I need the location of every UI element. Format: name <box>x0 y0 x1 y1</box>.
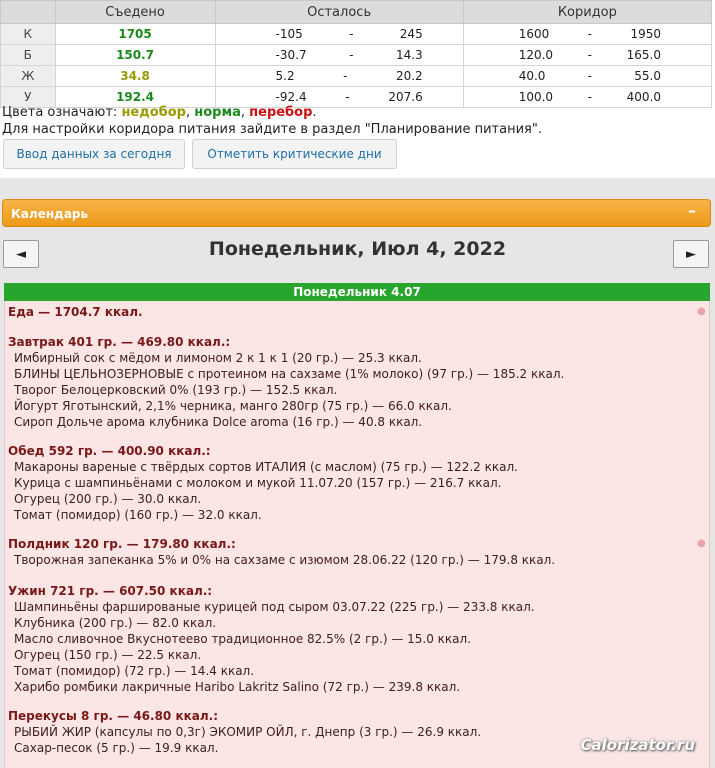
meal-title-dinner: Ужин 721 гр. — 607.50 ккал.: <box>8 584 213 598</box>
planning-note: Для настройки коридора питания зайдите в раздел "Планирование питания". <box>2 122 542 137</box>
list-item: Творог Белоцерковский 0% (193 гр.) — 152.5 ккал. <box>14 383 338 397</box>
range-from: 120.0 <box>518 48 554 62</box>
corridor-range <box>463 45 711 66</box>
meal-title-breakfast: Завтрак 401 гр. — 469.80 ккал.: <box>8 335 231 349</box>
calendar-bar[interactable] <box>2 199 711 227</box>
range-to: 1950 <box>630 27 661 41</box>
left-from: -30.7 <box>275 48 307 62</box>
list-item: Курица с шампиньёнами с молоком и мукой 11.07.20 (157 гр.) — 216.7 ккал. <box>14 476 502 490</box>
collapse-icon[interactable]: – <box>688 201 696 220</box>
table-header-row <box>1 1 712 24</box>
corridor-range <box>463 24 711 45</box>
legend-norm: норма <box>194 105 241 120</box>
next-day-button[interactable]: ► <box>673 240 709 268</box>
header-range: Коридор <box>463 1 711 24</box>
range-to: 55.0 <box>634 69 661 83</box>
header-eaten: Съедено <box>55 1 215 24</box>
watermark: Calorizator.ru <box>580 736 695 754</box>
range-from: 100.0 <box>518 90 554 104</box>
list-item: Творожная запеканка 5% и 0% на сахзаме с изюмом 28.06.22 (120 гр.) — 179.8 ккал. <box>14 553 556 567</box>
list-item: Томат (помидор) (160 гр.) — 32.0 ккал. <box>14 508 262 522</box>
list-item: РЫБИЙ ЖИР (капсулы по 0,3г) ЭКОМИР ОЙЛ, г. Днепр (3 гр.) — 26.9 ккал. <box>14 725 482 739</box>
eaten-value: 34.8 <box>55 66 215 87</box>
left-to: 14.3 <box>395 48 423 62</box>
day-header: Понедельник 4.07 <box>4 283 710 301</box>
apple-icon: ● <box>697 538 706 549</box>
list-item: Масло сливочное Вкуснотеево традиционное 82.5% (2 гр.) — 15.0 ккал. <box>14 632 472 646</box>
list-item: Огурец (200 гр.) — 30.0 ккал. <box>14 492 202 506</box>
nutrition-summary-panel <box>0 0 715 178</box>
list-item: БЛИНЫ ЦЕЛЬНОЗЕРНОВЫЕ с протеином на сахзаме (1% молоко) (97 гр.) — 185.2 ккал. <box>14 367 565 381</box>
table-row <box>1 45 712 66</box>
range-to: 165.0 <box>626 48 661 62</box>
date-title: Понедельник, Июл 4, 2022 <box>208 238 507 260</box>
row-label: Ж <box>1 66 56 87</box>
range-dash: - <box>587 69 593 83</box>
day-diary <box>4 301 710 768</box>
row-label: У <box>1 87 56 108</box>
legend-under: недобор <box>121 105 186 120</box>
range-from: 40.0 <box>518 69 546 83</box>
range-dash: - <box>587 90 593 104</box>
table-row <box>1 24 712 45</box>
legend-sep: , <box>240 105 250 120</box>
legend-prefix: Цвета означают: <box>2 105 122 120</box>
range-from: 1600 <box>518 27 550 41</box>
left-to: 20.2 <box>395 69 423 83</box>
legend-end: . <box>312 105 317 120</box>
range-dash: - <box>343 69 348 83</box>
critical-days-button[interactable]: Отметить критические дни <box>192 139 397 169</box>
apple-icon: ● <box>697 306 706 317</box>
prev-day-button[interactable]: ◄ <box>3 240 39 268</box>
row-label: К <box>1 24 56 45</box>
range-dash: - <box>349 48 354 62</box>
list-item: Томат (помидор) (72 гр.) — 14.4 ккал. <box>14 664 255 678</box>
legend-over: перебор <box>249 105 313 120</box>
header-blank <box>1 1 56 24</box>
day-total: Еда — 1704.7 ккал. <box>8 305 143 319</box>
list-item: Имбирный сок с мёдом и лимоном 2 к 1 к 1 (20 гр.) — 25.3 ккал. <box>14 351 422 365</box>
range-dash: - <box>587 48 593 62</box>
range-dash: - <box>349 27 354 41</box>
left-range <box>215 66 463 87</box>
left-to: 245 <box>399 27 423 41</box>
eaten-value: 1705 <box>55 24 215 45</box>
row-label: Б <box>1 45 56 66</box>
input-today-button[interactable]: Ввод данных за сегодня <box>3 139 185 169</box>
list-item: Огурец (150 гр.) — 22.5 ккал. <box>14 648 202 662</box>
left-from: -105 <box>275 27 303 41</box>
list-item: Макароны вареные с твёрдых сортов ИТАЛИЯ (с маслом) (75 гр.) — 122.2 ккал. <box>14 460 518 474</box>
list-item: Сироп Дольче арома клубника Dolce aroma (16 гр.) — 40.8 ккал. <box>14 415 423 429</box>
corridor-range <box>463 87 711 108</box>
list-item: Шампиньёны фаршированые курицей под сыром 03.07.22 (225 гр.) — 233.8 ккал. <box>14 600 535 614</box>
legend-sep: , <box>185 105 195 120</box>
left-from: -92.4 <box>275 90 307 104</box>
left-to: 207.6 <box>388 90 423 104</box>
list-item: Сахар-песок (5 гр.) — 19.9 ккал. <box>14 741 219 755</box>
range-dash: - <box>345 90 350 104</box>
left-range <box>215 45 463 66</box>
list-item: Клубника (200 гр.) — 82.0 ккал. <box>14 616 217 630</box>
list-item: Йогурт Яготынский, 2,1% черника, манго 280гр (75 гр.) — 66.0 ккал. <box>14 399 452 413</box>
header-left: Осталось <box>215 1 463 24</box>
calendar-title: Календарь <box>11 207 89 221</box>
table-row <box>1 66 712 87</box>
eaten-value: 150.7 <box>55 45 215 66</box>
meal-title-lunch: Обед 592 гр. — 400.90 ккал.: <box>8 444 211 458</box>
color-legend <box>2 105 317 120</box>
meal-title-snack: Полдник 120 гр. — 179.80 ккал.: <box>8 537 236 551</box>
range-to: 400.0 <box>626 90 661 104</box>
left-from: 5.2 <box>275 69 295 83</box>
range-dash: - <box>587 27 593 41</box>
meal-title-snacks: Перекусы 8 гр. — 46.80 ккал.: <box>8 709 218 723</box>
eaten-value: 192.4 <box>55 87 215 108</box>
list-item: Харибо ромбики лакричные Haribo Lakritz Salino (72 гр.) — 239.8 ккал. <box>14 680 461 694</box>
corridor-range <box>463 66 711 87</box>
nutrition-table <box>0 0 712 108</box>
left-range <box>215 24 463 45</box>
